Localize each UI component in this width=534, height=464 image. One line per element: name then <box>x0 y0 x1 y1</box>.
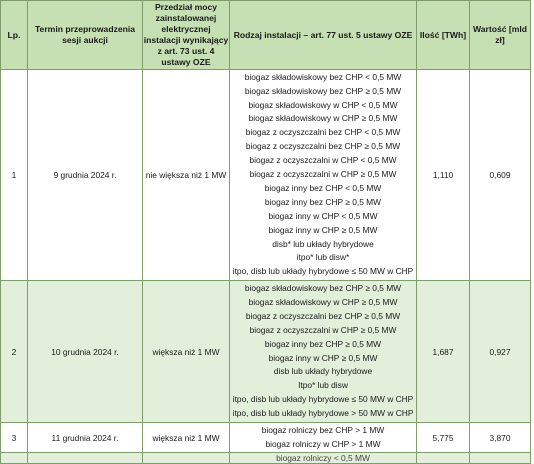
installation-item: biogaz inny bez CHP ≥ 0,5 MW <box>264 338 382 349</box>
row-installations <box>230 70 417 281</box>
installation-item: biogaz składowiskowy w CHP ≥ 0,5 MW <box>248 113 398 124</box>
row-lp: 3 <box>1 423 28 453</box>
header-lp: Lp. <box>1 1 28 70</box>
installation-item: biogaz składowiskowy bez CHP ≥ 0,5 MW <box>244 282 402 293</box>
installation-item: biogaz inny w CHP ≥ 0,5 MW <box>268 224 378 235</box>
row-przedzial: większa niż 1 MW <box>143 281 230 423</box>
row-przedzial: większa niż 1 MW <box>143 423 230 453</box>
installation-item: biogaz rolniczy < 0,5 MW <box>276 453 370 463</box>
installation-item: biogaz inny bez CHP < 0,5 MW <box>264 182 382 193</box>
table-row <box>1 70 531 281</box>
installation-item: itpo, disb lub układy hybrydowe ≤ 50 MW w CHP <box>232 394 414 405</box>
header-rodzaj: Rodzaj instalacji – art. 77 ust. 5 ustawy OZE <box>230 1 417 70</box>
header-row <box>1 1 531 70</box>
installation-item: biogaz z oczyszczalni w CHP < 0,5 MW <box>249 155 397 166</box>
installation-item: biogaz z oczyszczalni bez CHP ≥ 0,5 MW <box>245 141 401 152</box>
installation-item: biogaz z oczyszczalni w CHP ≥ 0,5 MW <box>249 169 397 180</box>
installation-item: biogaz rolniczy bez CHP > 1 MW <box>261 424 385 435</box>
header-ilosc: Ilość [TWh] <box>417 1 470 70</box>
row-wartosc: 3,870 <box>470 423 531 453</box>
installation-item: biogaz inny w CHP < 0,5 MW <box>268 210 378 221</box>
installation-item: biogaz inny w CHP ≥ 0,5 MW <box>268 352 378 363</box>
row-installations <box>230 281 417 423</box>
table-row <box>1 281 531 423</box>
installation-item: biogaz z oczyszczalni bez CHP ≥ 0,5 MW <box>245 310 401 321</box>
installation-item: biogaz rolniczy w CHP > 1 MW <box>265 438 381 449</box>
installation-item: Itpo* lub disw <box>298 380 348 391</box>
row-przedzial: nie większa niż 1 MW <box>143 70 230 281</box>
installation-item: itpo, disb lub układy hybrydowe ≤ 50 MW w CHP <box>232 266 414 277</box>
row-termin: 11 grudnia 2024 r. <box>28 423 143 453</box>
row-termin: 9 grudnia 2024 r. <box>28 70 143 281</box>
row-installations <box>230 423 417 453</box>
row-ilosc: 1,110 <box>417 70 470 281</box>
header-termin: Termin przeprowadzenia sesji aukcji <box>28 1 143 70</box>
installation-item: biogaz inny bez CHP ≥ 0,5 MW <box>264 196 382 207</box>
row-wartosc: 0,927 <box>470 281 531 423</box>
header-wartosc: Wartość [mld zł] <box>470 1 531 70</box>
installation-item: biogaz składowiskowy w CHP < 0,5 MW <box>248 99 398 110</box>
row-termin: 10 grudnia 2024 r. <box>28 281 143 423</box>
installation-item: itpo, disb lub układy hybrydowe > 50 MW w CHP <box>232 408 414 419</box>
row-ilosc: 5,775 <box>417 423 470 453</box>
installation-item: itpo* lub disw* <box>296 252 350 263</box>
row-lp: 1 <box>1 70 28 281</box>
row-ilosc: 1,687 <box>417 281 470 423</box>
installation-item: biogaz z oczyszczalni w CHP ≥ 0,5 MW <box>249 324 397 335</box>
header-przedzial: Przedział mocy zainstalowanej elektrycznej instalacji wynikający z art. 73 ust. 4 ustawy OZE <box>143 1 230 70</box>
table-row <box>1 423 531 453</box>
installation-item: biogaz składowiskowy bez CHP < 0,5 MW <box>244 71 402 82</box>
row-wartosc: 0,609 <box>470 70 531 281</box>
installation-item: biogaz z oczyszczalni bez CHP < 0,5 MW <box>245 127 401 138</box>
installation-item: biogaz składowiskowy w CHP ≥ 0,5 MW <box>248 296 398 307</box>
installation-item: disb lub układy hybrydowe <box>273 366 373 377</box>
row-lp: 2 <box>1 281 28 423</box>
installation-item: biogaz składowiskowy bez CHP ≥ 0,5 MW <box>244 85 402 96</box>
installation-item: disb* lub układy hybrydowe <box>272 238 374 249</box>
